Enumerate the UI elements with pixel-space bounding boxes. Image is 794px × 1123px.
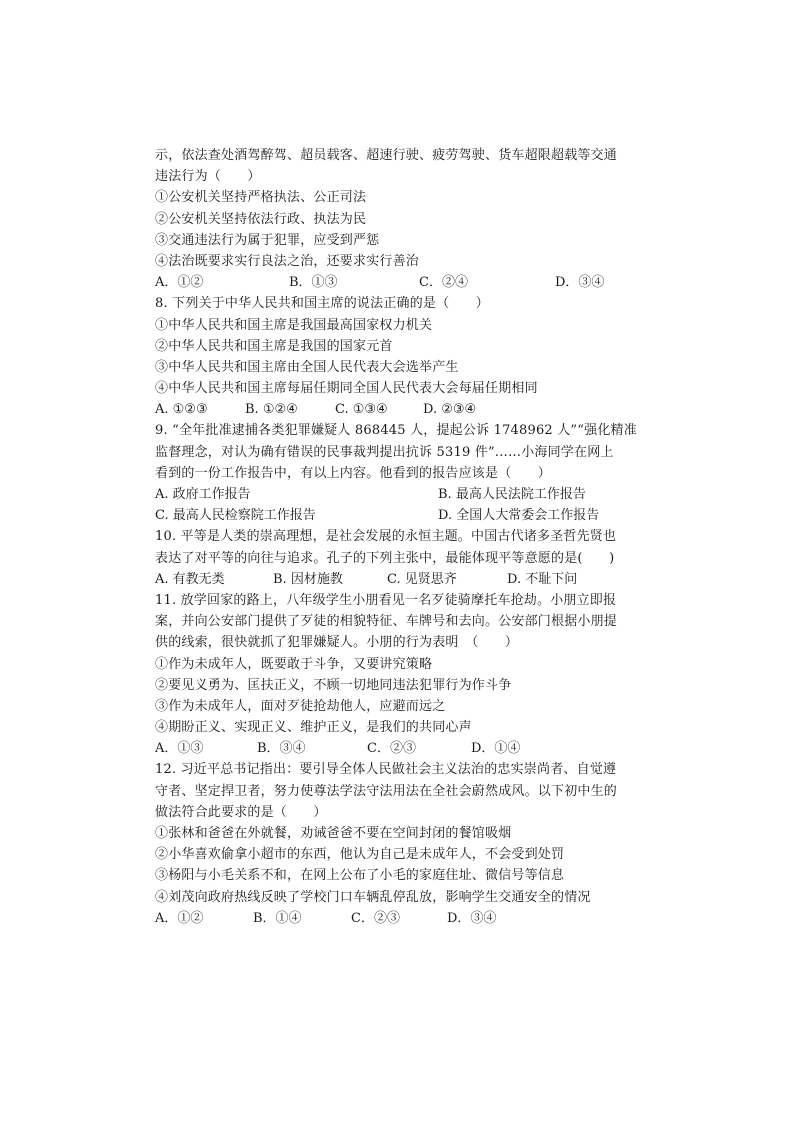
option-d: D. 不耻下问 [507, 571, 578, 587]
option-a: A. ①②③ [155, 402, 208, 418]
question-12 [155, 759, 641, 929]
option-c: C. 见贤思齐 [387, 571, 457, 587]
option-b: B. 因材施教 [273, 571, 343, 587]
q8-line: ③中华人民共和国主席由全国人民代表大会选举产生 [155, 359, 459, 375]
q11-line: ③作为未成年人，面对歹徒抢劫他人，应避而远之 [155, 698, 446, 714]
option-b: B. 最高人民法院工作报告 [438, 487, 586, 502]
q7-line: 违法行为（ ） [155, 169, 261, 185]
option-c: C．②③ [367, 741, 416, 757]
q11-line: 案，并向公安部门提供了歹徒的相貌特征、车牌号和去向。公安部门根据小朋提 [155, 614, 618, 630]
question-area [155, 145, 641, 929]
q11-options [155, 738, 641, 759]
q9-options-row [155, 505, 641, 526]
option-a: A．①② [155, 910, 204, 926]
q7-line: ①公安机关坚持严格执法、公正司法 [155, 190, 367, 206]
question-8 [155, 293, 641, 420]
option-b: B．③④ [257, 741, 306, 757]
q8-line: ④中华人民共和国主席每届任期同全国人民代表大会每届任期相同 [155, 381, 538, 397]
option-b: B. ①②④ [245, 402, 298, 418]
q9-options-row [155, 484, 641, 505]
option-a: A．①② [155, 275, 204, 291]
question-9 [155, 420, 641, 526]
q8-line: ②中华人民共和国主席是我国的国家元首 [155, 338, 393, 354]
option-d: D．①④ [471, 741, 521, 757]
q7-line: ③交通违法行为属于犯罪，应受到严惩 [155, 232, 380, 248]
option-b: B．①④ [253, 910, 302, 926]
q10-line: 表达了对平等的向往与追求。孔子的下列主张中，最能体现平等意愿的是( ) [155, 550, 615, 566]
q8-line: 8. 下列关于中华人民共和国主席的说法正确的是（ ） [155, 296, 489, 312]
q12-line: ①张林和爸爸在外就餐，劝诫爸爸不要在空间封闭的餐馆吸烟 [155, 826, 512, 841]
q12-line: 12. 习近平总书记指出：要引导全体人民做社会主义法治的忠实崇尚者、自觉遵 [155, 762, 617, 778]
q10-options [155, 569, 641, 590]
q11-line: ②要见义勇为、匡扶正义，不顾一切地同违法犯罪行为作斗争 [155, 677, 512, 693]
q9-line: 监督理念，对认为确有错误的民事裁判提出抗诉 5319 件”……小海同学在网上 [155, 444, 614, 460]
q12-line: ③杨阳与小毛关系不和，在网上公布了小毛的家庭住址、微信号等信息 [155, 868, 565, 884]
option-c: C．②④ [419, 275, 468, 291]
q9-line: 9. “全年批准逮捕各类犯罪嫌疑人 868445 人，提起公诉 1748962 人”“强化精准 [155, 423, 637, 439]
option-a: A. 有教无类 [155, 571, 225, 587]
option-d: D．③④ [555, 275, 605, 291]
q10-line: 10. 平等是人类的崇高理想，是社会发展的永恒主题。中国古代诸多圣哲先贤也 [155, 529, 617, 545]
q11-line: 供的线索，很快就抓了犯罪嫌疑人。小朋的行为表明 （ ） [155, 635, 519, 651]
q11-line: ④期盼正义、实现正义、维护正义，是我们的共同心声 [155, 720, 472, 736]
option-d: D. ②③④ [423, 402, 477, 418]
q9-line: 看到的一份工作报告中，有以上内容。他看到的报告应该是（ ） [155, 465, 552, 481]
q12-line: ④刘茂向政府热线反映了学校门口车辆乱停乱放，影响学生交通安全的情况 [155, 889, 591, 905]
option-b: B．①③ [289, 275, 338, 291]
option-d: D. 全国人大常委会工作报告 [438, 508, 600, 524]
q8-options [155, 399, 641, 420]
q7-line: ②公安机关坚持依法行政、执法为民 [155, 211, 367, 227]
question-10 [155, 526, 641, 590]
q11-line: ①作为未成年人，既要敢于斗争，又要讲究策略 [155, 656, 433, 672]
option-a: A. 政府工作报告 [155, 487, 251, 502]
option-a: A．①③ [155, 741, 204, 757]
option-d: D．③④ [447, 910, 497, 926]
q11-line: 11. 放学回家的路上，八年级学生小朋看见一名歹徒骑摩托车抢劫。小朋立即报 [155, 592, 617, 608]
q7-line: 示，依法查处酒驾醉驾、超员载客、超速行驶、疲劳驾驶、货车超限超载等交通 [155, 148, 618, 163]
option-c: C．②③ [351, 910, 400, 926]
q8-line: ①中华人民共和国主席是我国最高国家权力机关 [155, 317, 433, 333]
q12-line: 做法符合此要求的是（ ） [155, 804, 327, 820]
question-11 [155, 590, 641, 760]
question-7 [155, 145, 641, 293]
option-c: C. ①③④ [335, 402, 388, 418]
q12-line: 守者、坚定捍卫者，努力使尊法学法守法用法在全社会蔚然成风。以下初中生的 [155, 783, 618, 799]
q12-options [155, 908, 641, 929]
q7-options [155, 272, 641, 293]
q12-line: ②小华喜欢偷拿小超市的东西，他认为自己是未成年人，不会受到处罚 [155, 847, 565, 863]
q7-line: ④法治既要求实行良法之治，还要求实行善治 [155, 253, 420, 269]
option-c: C. 最高人民检察院工作报告 [155, 508, 316, 524]
